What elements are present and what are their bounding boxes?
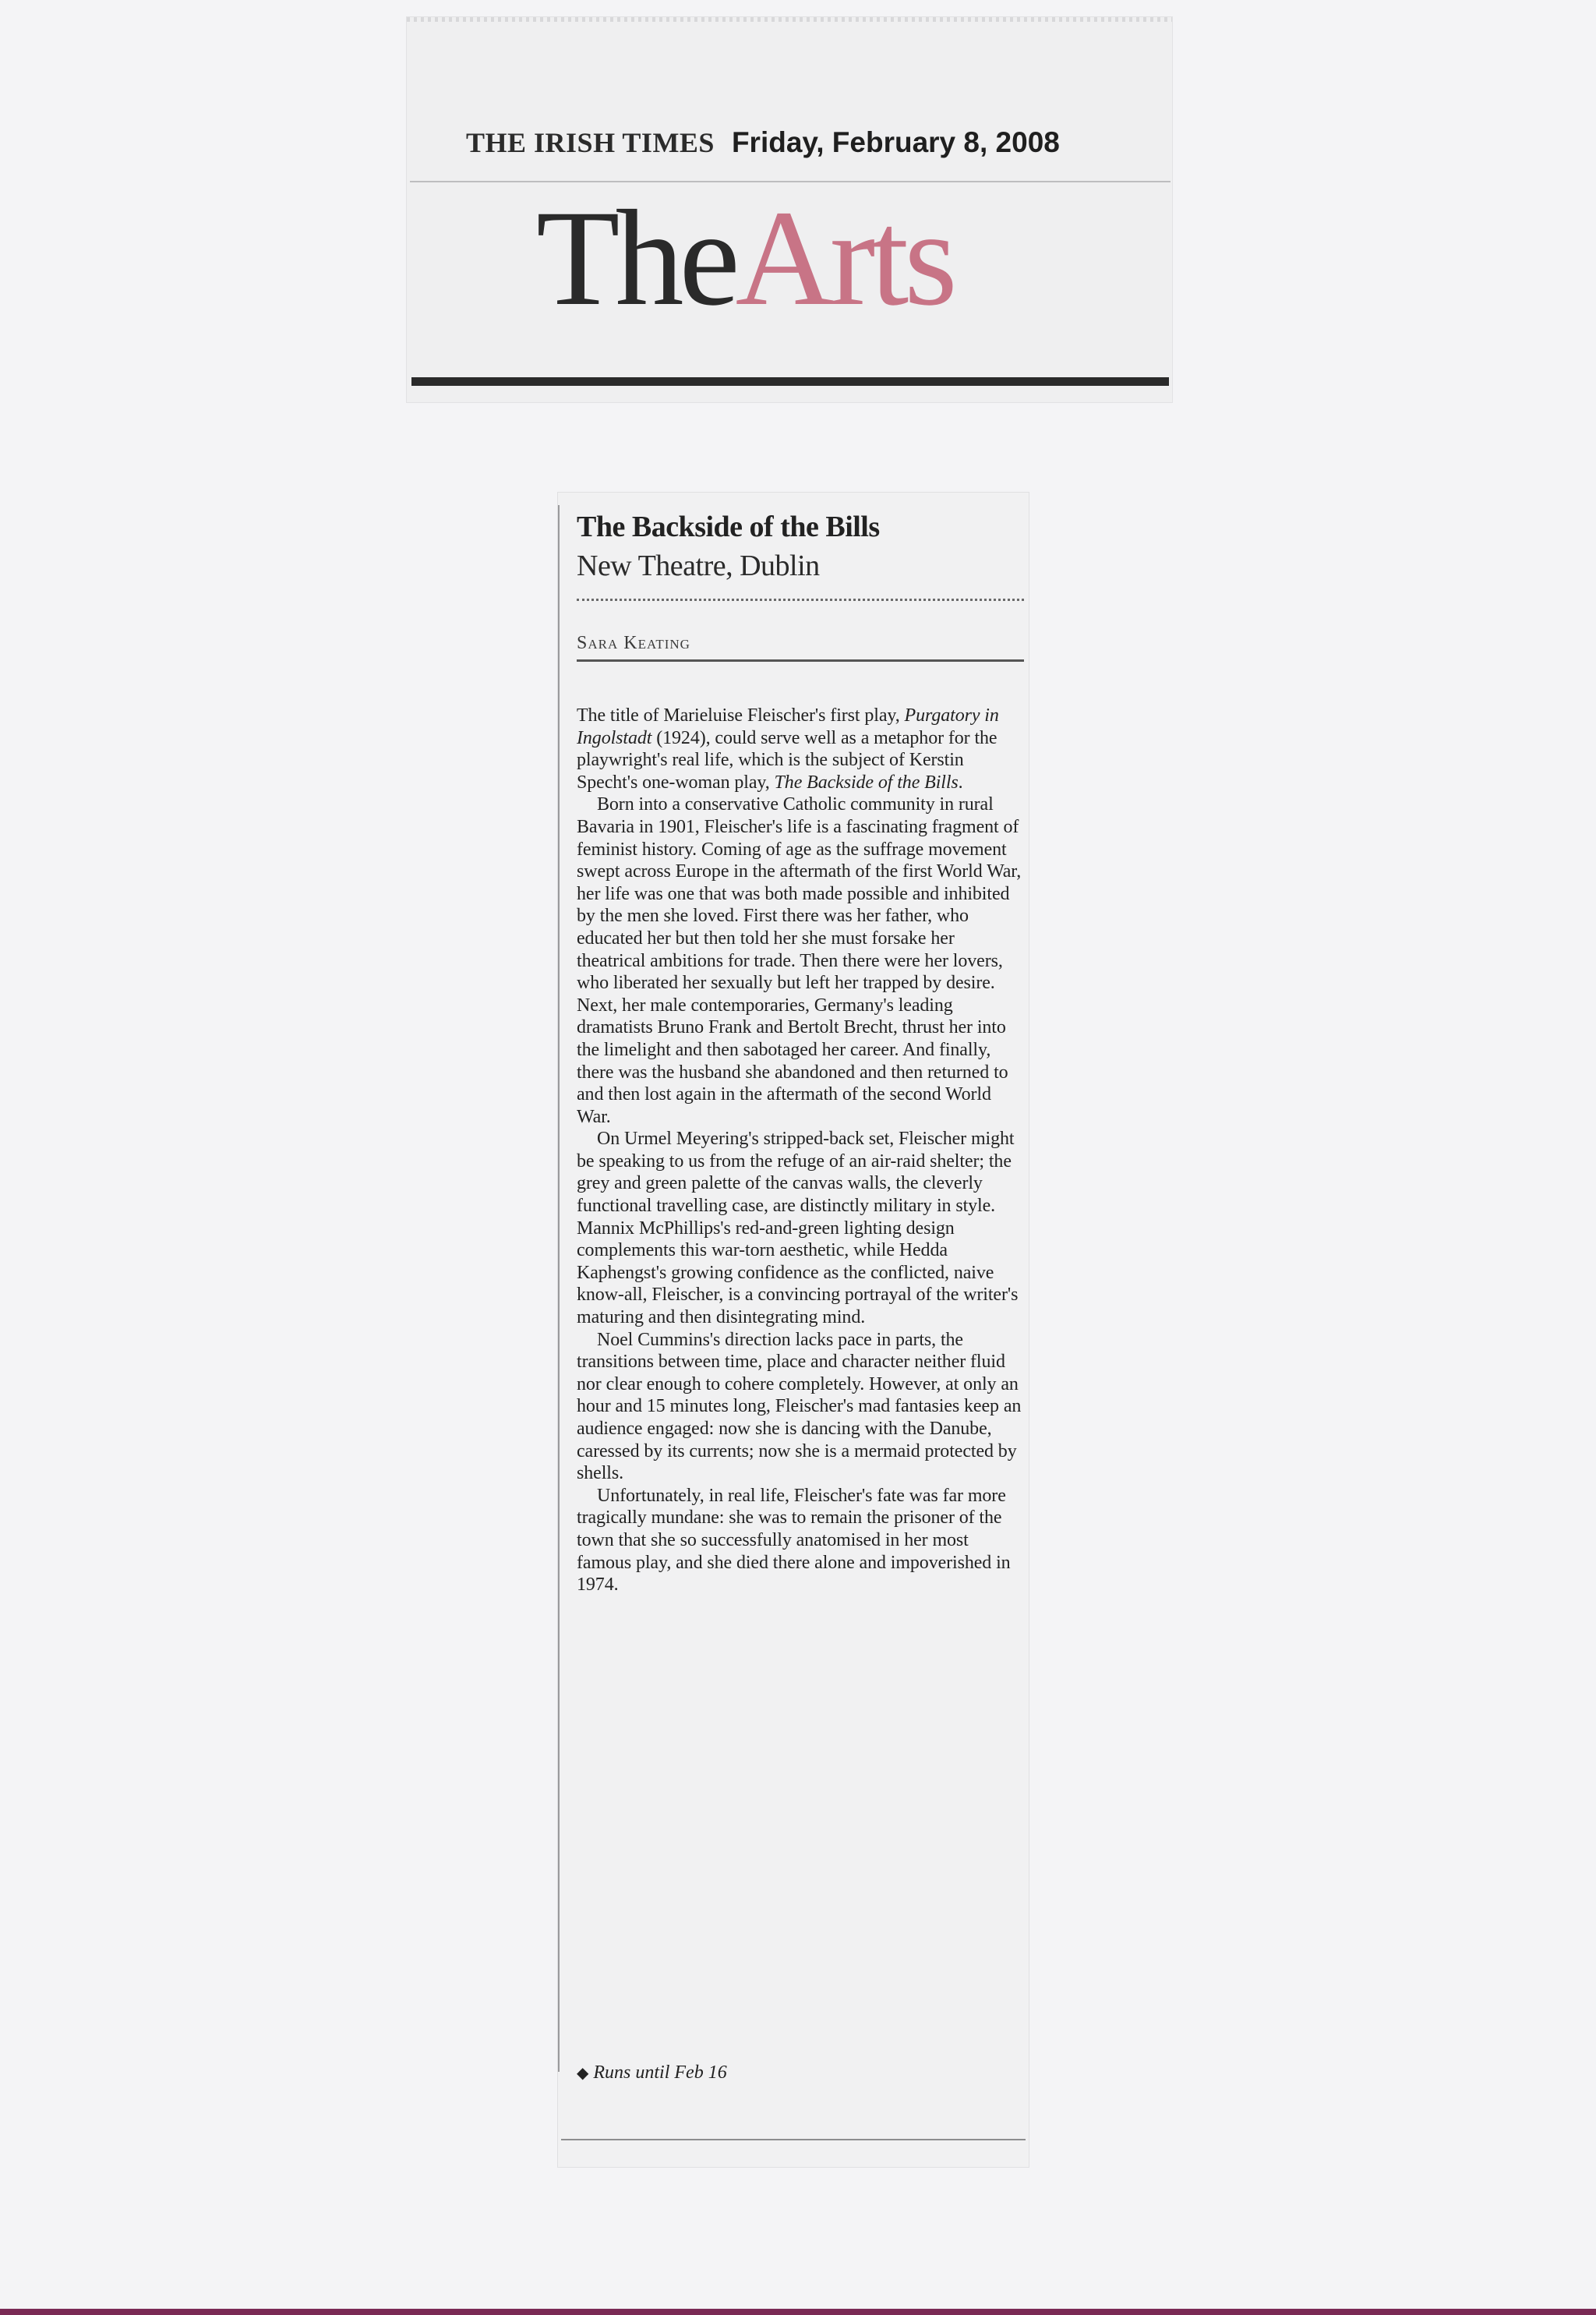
newspaper-name: THE IRISH TIMES: [466, 127, 715, 158]
diamond-bullet-icon: ◆: [577, 2065, 589, 2082]
masthead-line: [466, 126, 1167, 159]
section-title-arts: Arts: [735, 182, 953, 334]
paragraph: Born into a conservative Catholic community in rural Bavaria in 1901, Fleischer's life is a fascinating fragment of feminist history. Coming of age as the suffrage movement swept across Europe in the aftermath of the first World War, her life was one that was both made possible and inhibited by the men she loved. First there was her father, who educated her but then told her she must forsake her theatrical ambitions for trade. Then there were her lovers, who liberated her sexually but left her trapped by desire. Next, her male contemporaries, Germany's leading dramatists Bruno Frank and Bertolt Brecht, thrust her into the limelight and then sabotaged her career. And finally, there was the husband she abandoned and then returned to and then lost again in the aftermath of the second World War.: [577, 794, 1022, 1127]
torn-edge: [407, 17, 1172, 22]
column-gutter-rule: [558, 505, 560, 2072]
paragraph: On Urmel Meyering's stripped-back set, Fleischer might be speaking to us from the refuge of an air-raid shelter; the grey and green palette of the canvas walls, the cleverly functional travelling case, are distinctly military in style. Mannix McPhillips's red-and-green lighting design complements this war-torn aesthetic, while Hedda Kaphengst's growing confidence as the conflicted, naive know-all, Fleischer, is a convincing portrayal of the writer's maturing and then disintegrating mind.: [577, 1129, 1019, 1328]
byline-rule: [577, 659, 1024, 662]
dotted-divider: [577, 599, 1024, 601]
masthead-clipping: [407, 17, 1172, 402]
section-title-the: The: [536, 182, 736, 334]
run-dates: ◆ Runs until Feb 16: [577, 2062, 727, 2083]
play-title: Purgatory in Ingolstadt: [577, 705, 999, 748]
end-rule: [561, 2139, 1026, 2140]
review-title: The Backside of the Bills: [577, 511, 880, 543]
page-bottom-edge: [0, 2309, 1596, 2315]
paragraph: Noel Cummins's direction lacks pace in parts, the transitions between time, place and character neither fluid nor clear enough to cohere completely. However, at only an hour and 15 minutes long, Fleischer's mad fantasies keep an audience engaged: now she is dancing with the Danube, caressed by its currents; now she is a mermaid protected by shells.: [577, 1329, 1022, 1484]
article-clipping: [558, 493, 1029, 2167]
issue-date: Friday, February 8, 2008: [731, 126, 1060, 158]
section-title: [536, 182, 953, 334]
paragraph: Unfortunately, in real life, Fleischer's fate was far more tragically mundane: she was to remain the prisoner of the town that she so successfully anatomised in her most famous play, and she died there alone and impoverished in 1974.: [577, 1485, 1011, 1596]
byline: Sara Keating: [577, 633, 690, 653]
play-title: The Backside of the Bills: [774, 772, 959, 793]
article-body: [577, 705, 1027, 1596]
review-venue: New Theatre, Dublin: [577, 550, 820, 582]
paragraph: The title of Marieluise Fleischer's first play, Purgatory in Ingolstadt (1924), could serve well as a metaphor for the playwright's real life, which is the subject of Kerstin Specht's one-woman play, The Backside of the Bills.: [577, 705, 999, 793]
masthead-bottom-rule: [411, 377, 1169, 386]
